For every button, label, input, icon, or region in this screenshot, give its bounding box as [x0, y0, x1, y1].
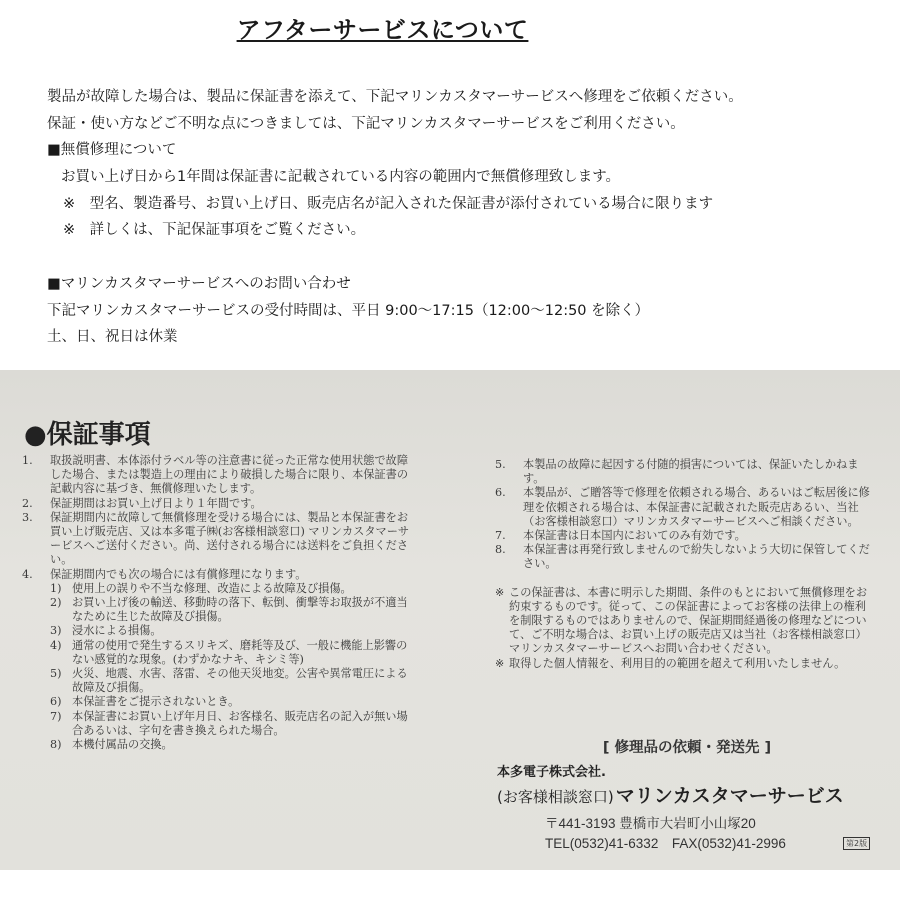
list-item [495, 529, 875, 543]
sub-item [50, 710, 412, 738]
service-heading: [ 修理品の依頼・発送先 ] [602, 740, 772, 756]
note-text: 取得した個人情報を、利用目的の範囲を超えて利用いたしません。 [509, 656, 846, 670]
sub-number: 8) [50, 738, 62, 752]
sub-number: 4) [50, 638, 62, 652]
service-name-prefix: (お客様相談窓口) [497, 788, 614, 806]
intro-section [47, 84, 743, 351]
sub-text: 通常の使用で発生するスリキズ、磨耗等及び、一般に機能上影響のない感覚的な現象。(わずかなナキ、キシミ等) [72, 638, 408, 666]
sub-text: 本保証書にお買い上げ年月日、お客様名、販売店名の記入が無い場合あるいは、字句を書き換えられた場合。 [72, 709, 408, 737]
warranty-left-column [22, 454, 412, 752]
intro-note: ※ 型名、製造番号、お買い上げ日、販売店名が記入された保証書が添付されている場合に限ります [63, 195, 714, 212]
sub-number: 3) [50, 624, 62, 638]
page-title: アフターサービスについて [236, 16, 529, 44]
list-item [495, 458, 875, 486]
sub-item [50, 738, 412, 752]
company-name: 本多電子株式会社. [497, 765, 606, 780]
sub-item [50, 695, 412, 709]
item-number: 2. [22, 496, 33, 510]
intro-line: 下記マリンカスタマーサービスの受付時間は、平日 9:00～17:15（12:00～12:50 を除く） [47, 302, 650, 319]
warranty-right-column [495, 458, 875, 671]
sub-number: 6) [50, 695, 62, 709]
sub-text: 火災、地震、水害、落雷、その他天災地変。公害や異常電圧による故障及び損傷。 [72, 667, 408, 695]
sub-number: 2) [50, 596, 62, 610]
intro-line: お買い上げ日から1年間は保証書に記載されている内容の範囲内で無償修理致します。 [61, 169, 621, 186]
item-text: 本保証書は再発行致しませんので紛失しないよう大切に保管してください。 [523, 543, 870, 571]
item-number: 5. [495, 458, 506, 471]
note-mark: ※ [495, 585, 505, 599]
intro-note: ※ 詳しくは、下記保証事項をご覧ください。 [63, 222, 366, 239]
item-text: 取扱説明書、本体添付ラベル等の注意書に従った正常な使用状態で故障した場合、または製造上の理由により破損した場合に限り、本保証書の記載内容に基づき、無償修理いたします。 [50, 454, 409, 496]
list-item [22, 454, 412, 497]
sub-text: お買い上げ後の輸送、移動時の落下、転倒、衝撃等お取扱が不適当なために生じた故障及び損傷。 [72, 596, 408, 624]
sub-text: 本保証書をご提示されないとき。 [72, 695, 240, 709]
sub-number: 7) [50, 709, 62, 723]
item-text: 保証期間内に故障して無償修理を受ける場合には、製品と本保証書をお買い上げ販売店、又は本多電子㈱(お客様相談窓口) マリンカスタマーサービスへご送付ください。尚、送付される場合には送料をご負担ください。 [50, 510, 410, 567]
service-name: マリンカスタマーサービス [615, 785, 844, 807]
sub-text: 本機付属品の交換。 [72, 738, 173, 752]
item-text: 保証期間内でも次の場合には有償修理になります。 [50, 567, 307, 581]
warranty-heading: ●保証事項 [24, 420, 151, 450]
note-item [495, 586, 875, 657]
sub-item [50, 639, 412, 667]
free-repair-heading: ■無償修理について [47, 142, 177, 159]
sub-text: 浸水による損傷。 [72, 624, 162, 638]
list-item [22, 497, 412, 511]
edition-badge: 第2版 [843, 837, 870, 850]
note-mark: ※ [495, 656, 505, 670]
warranty-card [0, 370, 900, 870]
item-number: 6. [495, 486, 506, 500]
item-number: 8. [495, 543, 506, 557]
list-item [22, 568, 412, 582]
item-text: 本保証書は日本国内においてのみ有効です。 [523, 529, 746, 543]
sub-number: 1) [50, 581, 62, 595]
sub-number: 5) [50, 667, 62, 681]
contact-heading: ■マリンカスタマーサービスへのお問い合わせ [47, 275, 351, 292]
list-item [22, 511, 412, 568]
warranty-notes [495, 586, 875, 671]
note-item [495, 657, 875, 671]
service-name-row [497, 781, 877, 808]
sub-item [50, 624, 412, 638]
intro-line: 製品が故障した場合は、製品に保証書を添えて、下記マリンカスタマーサービスへ修理をご依頼ください。 [47, 89, 743, 105]
list-item [495, 543, 875, 571]
intro-line: 保証・使い方などご不明な点につきましては、下記マリンカスタマーサービスをご利用ください。 [47, 115, 685, 132]
item-text: 保証期間はお買い上げ日より１年間です。 [50, 496, 262, 510]
item-number: 4. [22, 567, 33, 581]
sub-text: 使用上の誤りや不当な修理、改造による故障及び損傷。 [72, 581, 352, 595]
list-item [495, 486, 875, 529]
service-contact [497, 736, 877, 852]
item-text: 本製品の故障に起因する付随的損害については、保証いたしかねます。 [523, 458, 859, 486]
item-number: 7. [495, 529, 506, 543]
service-address: 〒441-3193 豊橋市大岩町小山塚20 [545, 816, 756, 831]
item-number: 1. [22, 454, 33, 467]
item-text: 本製品が、ご贈答等で修理を依頼される場合、あるいはご転居後に修理を依頼される場合は、本保証書に記載された販売店あるい、当社（お客様相談窓口）マリンカスタマーサービスへご相談ください。 [523, 486, 870, 528]
sub-item [50, 667, 412, 695]
intro-line: 土、日、祝日は休業 [47, 329, 178, 346]
service-phone: TEL(0532)41-6332 FAX(0532)41-2996 [545, 836, 786, 851]
note-text: この保証書は、本書に明示した期間、条件のもとにおいて無償修理をお約束するものです。従って、この保証書によってお客様の法律上の権利を制限するものではありませんので、保証期間経過後の修理などについて、ご不明な場合は、お買い上げの販売店又は当社（お客様相談窓口）マリンカスタマーサービスへお問い合わせください。 [509, 585, 868, 656]
item-number: 3. [22, 510, 33, 524]
sub-item [50, 596, 412, 624]
sub-item [50, 582, 412, 596]
